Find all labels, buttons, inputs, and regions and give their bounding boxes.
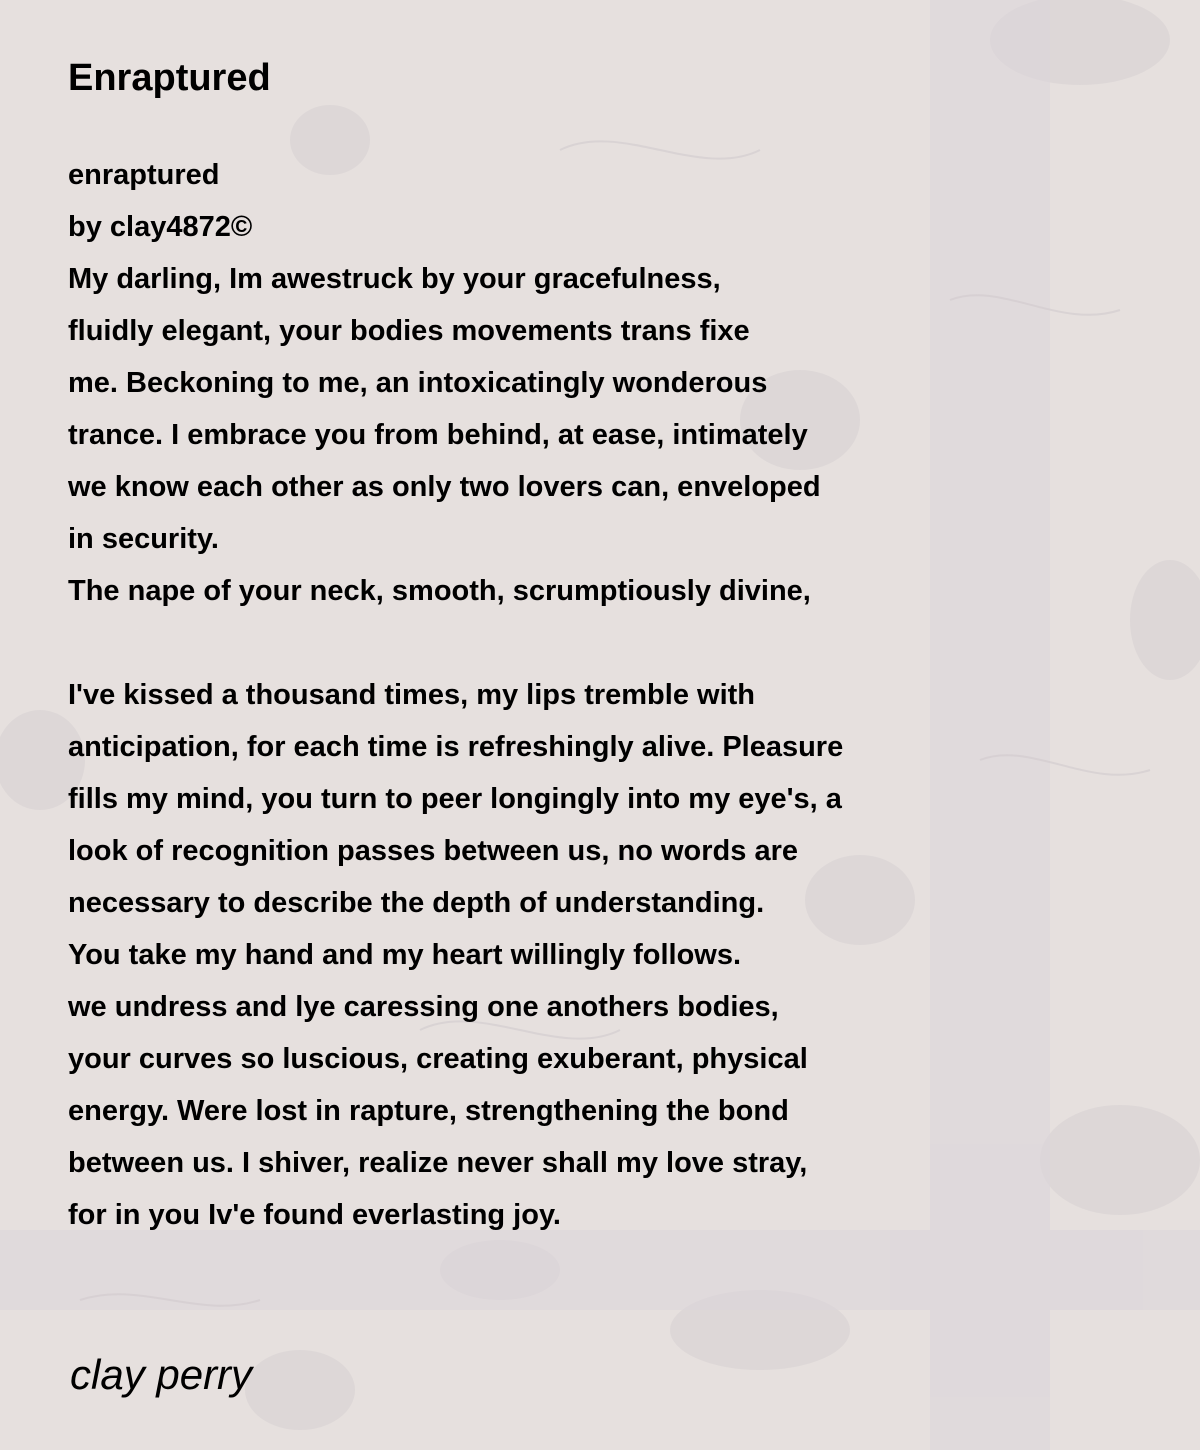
poem-line: for in you Iv'e found everlasting joy. [68, 1199, 561, 1231]
poem-line: fills my mind, you turn to peer longingly into my eye's, a [68, 783, 842, 815]
poem-stanza-break [68, 617, 1168, 669]
poem-line: trance. I embrace you from behind, at ease, intimately [68, 419, 808, 451]
poem-line: enraptured [68, 159, 220, 191]
poem-line: I've kissed a thousand times, my lips tremble with [68, 679, 755, 711]
poem-line: The nape of your neck, smooth, scrumptiously divine, [68, 575, 811, 607]
poem-line: we know each other as only two lovers can, enveloped [68, 471, 821, 503]
poem-line: we undress and lye caressing one anothers bodies, [68, 991, 779, 1023]
poem-line: by clay4872© [68, 211, 253, 243]
poem-line: necessary to describe the depth of understanding. [68, 887, 765, 919]
poem-line: between us. I shiver, realize never shall my love stray, [68, 1147, 808, 1179]
poem-body [68, 149, 1168, 1241]
poem-line: me. Beckoning to me, an intoxicatingly wonderous [68, 367, 768, 399]
poem-line: your curves so luscious, creating exuberant, physical [68, 1043, 808, 1075]
poem-line: in security. [68, 523, 219, 555]
poem-line: energy. Were lost in rapture, strengthening the bond [68, 1095, 789, 1127]
poem-line: fluidly elegant, your bodies movements trans fixe [68, 315, 750, 347]
poem-line: You take my hand and my heart willingly follows. [68, 939, 742, 971]
poem-title: Enraptured [68, 57, 271, 99]
poem-line: anticipation, for each time is refreshingly alive. Pleasure [68, 731, 844, 763]
poem-line: look of recognition passes between us, no words are [68, 835, 798, 867]
poem-author: clay perry [70, 1351, 253, 1398]
poem-line: My darling, Im awestruck by your gracefulness, [68, 263, 721, 295]
